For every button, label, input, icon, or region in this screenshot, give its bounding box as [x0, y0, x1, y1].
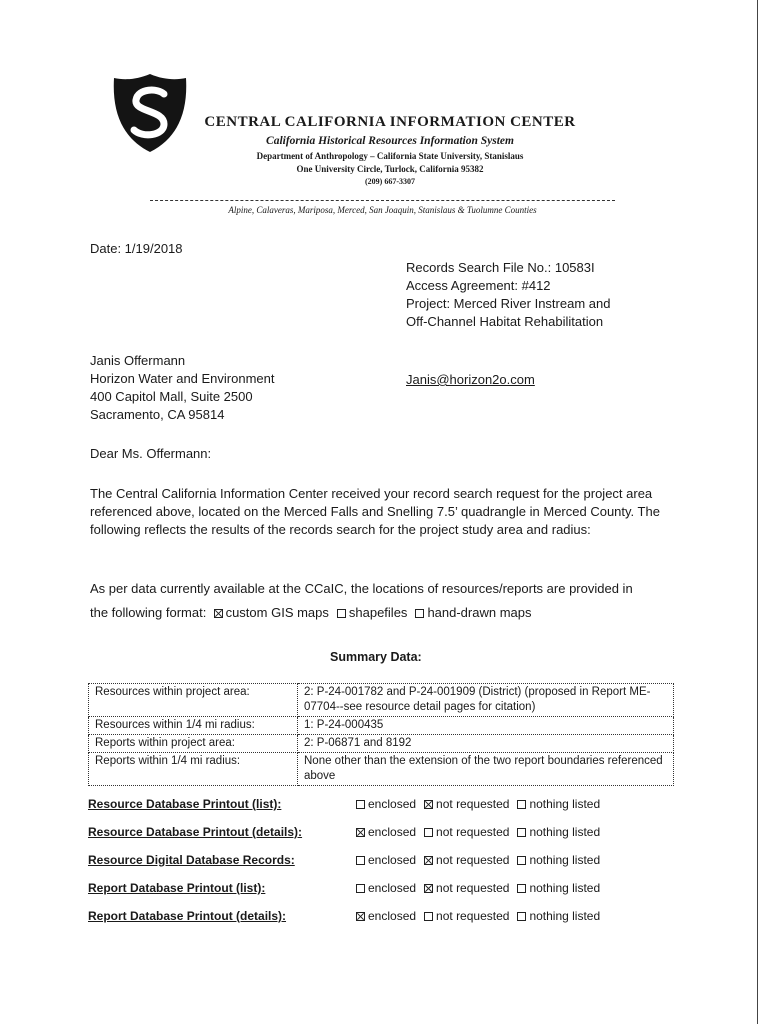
counties-served: Alpine, Calaveras, Mariposa, Merced, San Joaquin, Stanislaus & Tuolumne Counties	[228, 205, 537, 215]
format-option-label: custom GIS maps	[225, 605, 329, 620]
printout-option-label: enclosed	[368, 853, 417, 867]
intro-paragraph: The Central California Information Center received your record search request for the project area referenced above, located on the Merced Falls and Snelling 7.5’ quadrangle in Merced County. The following reflects the results of the records search for the project study area and radius:	[90, 486, 660, 537]
format-options-line	[90, 604, 540, 622]
format-option-label: shapefiles	[348, 605, 408, 620]
org-title: CENTRAL CALIFORNIA INFORMATION CENTER	[204, 114, 576, 130]
records-info-block	[406, 259, 610, 331]
printout-option-label: enclosed	[368, 825, 417, 839]
project-line-2: Off-Channel Habitat Rehabilitation	[406, 314, 604, 329]
format-option[interactable]	[214, 605, 329, 620]
format-paragraph: As per data currently available at the CCaIC, the locations of resources/reports are provided in	[90, 581, 633, 596]
printout-option-label: enclosed	[368, 909, 417, 923]
summary-value: 2: P-06871 and 8192	[298, 735, 674, 753]
recipient-city: Sacramento, CA 95814	[90, 407, 225, 422]
checkbox-icon[interactable]	[337, 609, 346, 618]
summary-row	[89, 753, 674, 786]
printout-option-label: nothing listed	[529, 825, 601, 839]
records-search-file: Records Search File No.: 10583I	[406, 260, 595, 275]
checkbox-icon[interactable]	[214, 609, 223, 618]
printout-option-label: nothing listed	[529, 797, 601, 811]
summary-value: 2: P-24-001782 and P-24-001909 (District) (proposed in Report ME-07704--see resource detail pages for citation)	[298, 684, 674, 717]
summary-label: Reports within 1/4 mi radius:	[89, 753, 298, 786]
checkbox-icon[interactable]	[424, 856, 433, 865]
printout-options	[356, 909, 608, 923]
printout-label: Resource Database Printout (details):	[88, 825, 303, 839]
recipient-email-link[interactable]: Janis@horizon2o.com	[406, 372, 535, 387]
printout-option-label: not requested	[436, 853, 510, 867]
printout-option[interactable]	[424, 825, 509, 839]
printout-option[interactable]	[356, 797, 416, 811]
access-agreement: Access Agreement: #412	[406, 278, 551, 293]
format-options	[214, 605, 540, 620]
printout-option-label: nothing listed	[529, 909, 601, 923]
format-option-label: hand-drawn maps	[427, 605, 532, 620]
org-subtitle: California Historical Resources Information System	[266, 135, 514, 147]
org-phone: (209) 667-3307	[365, 177, 415, 186]
printout-row	[88, 853, 678, 871]
checkbox-icon[interactable]	[517, 856, 526, 865]
printout-option[interactable]	[517, 881, 600, 895]
printout-option[interactable]	[517, 825, 600, 839]
printout-option[interactable]	[356, 881, 416, 895]
printout-option-label: enclosed	[368, 797, 417, 811]
checkbox-icon[interactable]	[517, 800, 526, 809]
project-line-1: Project: Merced River Instream and	[406, 296, 611, 311]
printout-options	[356, 825, 608, 839]
salutation: Dear Ms. Offermann:	[90, 446, 212, 461]
summary-row	[89, 717, 674, 735]
printout-option-label: not requested	[436, 909, 510, 923]
printout-options	[356, 797, 608, 811]
printout-option[interactable]	[517, 853, 600, 867]
printout-option-label: nothing listed	[529, 853, 601, 867]
printout-option[interactable]	[356, 853, 416, 867]
checkbox-icon[interactable]	[424, 828, 433, 837]
printout-option[interactable]	[424, 797, 509, 811]
checkbox-icon[interactable]	[356, 912, 365, 921]
printout-label: Report Database Printout (list):	[88, 881, 266, 895]
printout-option-label: not requested	[436, 881, 510, 895]
printout-option-label: enclosed	[368, 881, 417, 895]
org-department: Department of Anthropology – California State University, Stanislaus	[256, 151, 524, 161]
printout-row	[88, 881, 678, 899]
printout-label: Report Database Printout (details):	[88, 909, 287, 923]
summary-value: 1: P-24-000435	[298, 717, 674, 735]
checkbox-icon[interactable]	[356, 856, 365, 865]
printout-option[interactable]	[356, 825, 416, 839]
printout-row	[88, 825, 678, 843]
printout-row	[88, 909, 678, 927]
checkbox-icon[interactable]	[517, 884, 526, 893]
printout-label: Resource Digital Database Records:	[88, 853, 295, 867]
recipient-address-block	[90, 352, 275, 424]
header-divider	[150, 200, 615, 201]
printout-option[interactable]	[424, 909, 509, 923]
summary-row	[89, 735, 674, 753]
checkbox-icon[interactable]	[356, 800, 365, 809]
summary-label: Reports within project area:	[89, 735, 298, 753]
printout-option-label: not requested	[436, 797, 510, 811]
printout-option[interactable]	[356, 909, 416, 923]
printout-label: Resource Database Printout (list):	[88, 797, 282, 811]
summary-title: Summary Data:	[330, 650, 422, 664]
printout-option-label: nothing listed	[529, 881, 601, 895]
checkbox-icon[interactable]	[424, 800, 433, 809]
printout-option[interactable]	[517, 909, 600, 923]
checkbox-icon[interactable]	[517, 828, 526, 837]
printout-option[interactable]	[424, 853, 509, 867]
checkbox-icon[interactable]	[415, 609, 424, 618]
checkbox-icon[interactable]	[517, 912, 526, 921]
scan-edge-line	[757, 0, 758, 1024]
format-option[interactable]	[415, 605, 531, 620]
summary-label: Resources within 1/4 mi radius:	[89, 717, 298, 735]
printout-options	[356, 853, 608, 867]
printout-row	[88, 797, 678, 815]
printout-option-label: not requested	[436, 825, 510, 839]
org-address: One University Circle, Turlock, California 95382	[296, 164, 484, 174]
checkbox-icon[interactable]	[356, 884, 365, 893]
checkbox-icon[interactable]	[424, 884, 433, 893]
format-prefix: the following format:	[90, 605, 207, 620]
printout-options	[356, 881, 608, 895]
recipient-street: 400 Capitol Mall, Suite 2500	[90, 389, 253, 404]
recipient-company: Horizon Water and Environment	[90, 371, 275, 386]
summary-label: Resources within project area:	[89, 684, 298, 717]
printout-option[interactable]	[424, 881, 509, 895]
summary-row	[89, 684, 674, 717]
checkbox-icon[interactable]	[356, 828, 365, 837]
letter-date: Date: 1/19/2018	[90, 241, 183, 256]
recipient-name: Janis Offermann	[90, 353, 186, 368]
summary-table	[88, 683, 674, 786]
summary-value: None other than the extension of the two report boundaries referenced above	[298, 753, 674, 786]
checkbox-icon[interactable]	[424, 912, 433, 921]
printout-option[interactable]	[517, 797, 600, 811]
format-option[interactable]	[337, 605, 408, 620]
